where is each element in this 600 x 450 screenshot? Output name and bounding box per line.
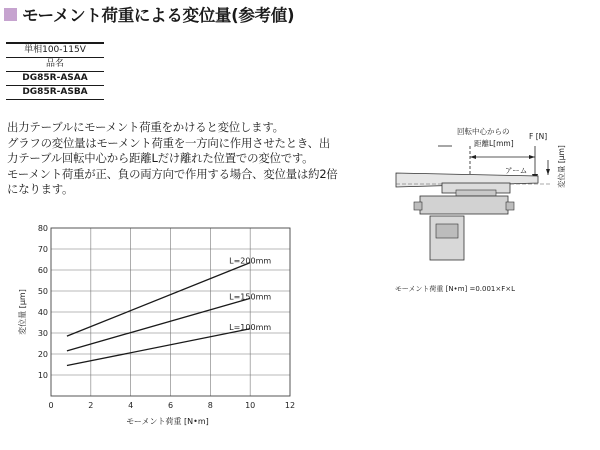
x-tick-label: 12 <box>284 401 296 410</box>
y-axis-label: 変位量 [μm] <box>18 289 27 335</box>
motor-box <box>436 224 458 238</box>
title-marker <box>4 8 17 21</box>
y-tick-label: 50 <box>37 287 48 296</box>
spec-table <box>6 42 104 100</box>
y-tick-label: 20 <box>37 350 48 359</box>
force-label: F [N] <box>529 132 548 141</box>
x-tick-label: 6 <box>167 401 174 410</box>
y-tick-label: 30 <box>37 329 48 338</box>
description-line-2: グラフの変位量はモーメント荷重を一方向に作用させたとき、出 <box>7 135 331 150</box>
moment-formula: モーメント荷重 [N•m] =0.001×F×L <box>395 285 516 293</box>
series-label-2: L=150mm <box>229 292 272 302</box>
description-line-3: 力テーブル回転中心から距離Lだけ離れた位置での変位です。 <box>7 151 314 166</box>
dimension-arrow-left <box>470 155 476 159</box>
displacement-label: 変位量 [μm] <box>557 145 566 188</box>
description <box>7 120 379 198</box>
y-tick-label: 10 <box>37 371 48 380</box>
x-tick-label: 8 <box>207 401 213 410</box>
arm-label: アーム <box>505 166 528 175</box>
page-title-text: モーメント荷重による変位量(参考値) <box>22 6 295 25</box>
description-line-4: モーメント荷重が正、負の両方向で作用する場合、変位量は約2倍 <box>7 166 338 181</box>
description-line-5: になります。 <box>7 182 74 197</box>
x-tick-label: 0 <box>48 401 54 410</box>
series-line-3 <box>67 329 250 366</box>
flange-right <box>506 202 514 210</box>
name-header-cell: 品名 <box>6 58 104 72</box>
mechanism-diagram <box>380 110 600 295</box>
y-tick-label: 40 <box>37 308 48 317</box>
displacement-arrow <box>546 169 550 175</box>
y-tick-label: 80 <box>37 224 48 233</box>
flange-left <box>414 202 422 210</box>
x-axis-label: モーメント荷重 [N•m] <box>126 417 209 426</box>
page-title <box>4 2 294 26</box>
model-cell-1: DG85R-ASAA <box>6 72 104 86</box>
displacement-chart <box>0 212 310 437</box>
description-line-1: 出力テーブルにモーメント荷重をかけると変位します。 <box>7 120 284 134</box>
y-tick-label: 70 <box>37 245 48 254</box>
dimension-arrow-right <box>529 155 535 159</box>
x-tick-label: 4 <box>128 401 134 410</box>
x-tick-label: 10 <box>245 401 256 410</box>
actuator-body <box>420 196 508 214</box>
series-label-1: L=200mm <box>229 256 272 266</box>
y-tick-label: 60 <box>37 266 48 275</box>
x-tick-label: 2 <box>88 401 94 410</box>
table-base <box>456 190 496 196</box>
model-cell-2: DG85R-ASBA <box>6 86 104 100</box>
rotation-center-label-1: 回転中心からの <box>457 127 510 136</box>
rotation-center-label-2: 距離L[mm] <box>474 139 514 148</box>
series-label-3: L=100mm <box>229 322 272 332</box>
voltage-cell: 単相100-115V <box>6 43 104 58</box>
